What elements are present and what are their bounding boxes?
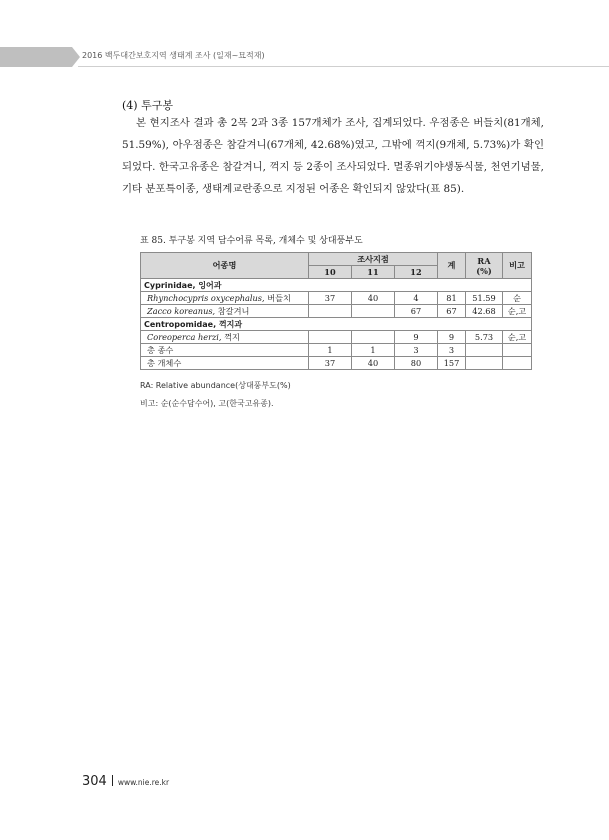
remark [503, 357, 532, 370]
total-count: 67 [438, 305, 466, 318]
korean-name: 버들치 [264, 292, 291, 303]
site-10-count: 1 [309, 344, 352, 357]
site-10-count: 37 [309, 292, 352, 305]
family-name: Cyprinidae, 잉어과 [141, 279, 532, 292]
total-count: 81 [438, 292, 466, 305]
site-12-count: 3 [395, 344, 438, 357]
relative-abundance: 42.68 [466, 305, 503, 318]
relative-abundance: 51.59 [466, 292, 503, 305]
header-site-12: 12 [395, 266, 438, 279]
table-row [141, 305, 532, 318]
header-ra [466, 253, 503, 279]
footer-divider [112, 775, 113, 786]
family-name: Centropomidae, 꺽지과 [141, 318, 532, 331]
korean-name: 참갈겨니 [215, 305, 250, 316]
species-name [141, 292, 309, 305]
fish-table [140, 252, 532, 370]
site-12-count: 4 [395, 292, 438, 305]
header-ra-top: RA [477, 255, 491, 266]
header-species: 어종명 [141, 253, 309, 279]
summary-label: 총 개체수 [141, 357, 309, 370]
relative-abundance [466, 357, 503, 370]
site-11-count [352, 331, 395, 344]
remark: 순,고 [503, 331, 532, 344]
total-count: 157 [438, 357, 466, 370]
family-row [141, 318, 532, 331]
summary-row [141, 344, 532, 357]
page-number: 304 [82, 774, 107, 789]
header-band [0, 47, 72, 67]
header-remarks: 비고 [503, 253, 532, 279]
body-paragraph: 본 현지조사 결과 총 2목 2과 3종 157개체가 조사, 집계되었다. 우점종은 버들치(81개체, 51.59%), 아우점종은 참갈겨니(67개체, 42.68%)였고, 그밖에 꺽지(9개체, 5.73%)가 확인되었다. 한국고유종은 참갈겨니, 꺽지 등 2종이 조사되었다. 멸종위기야생동식물, 천연기념물, 기타 분포특이종, 생태계교란종으로 지정된 어종은 확인되지 않았다(표 85). [122, 117, 544, 195]
running-title: 2016 백두대간보호지역 생태계 조사 (일재~묘적재) [82, 51, 265, 60]
scientific-name: Coreoperca herzi, [147, 331, 222, 342]
scientific-name: Rhynchocypris oxycephalus, [147, 292, 265, 303]
running-header [0, 47, 609, 67]
remark: 순,고 [503, 305, 532, 318]
species-name [141, 305, 309, 318]
site-12-count: 80 [395, 357, 438, 370]
site-12-count: 67 [395, 305, 438, 318]
remark: 순 [503, 292, 532, 305]
species-name [141, 331, 309, 344]
site-12-count: 9 [395, 331, 438, 344]
table-note-ra: RA: Relative abundance(상대풍부도(%) [140, 381, 291, 390]
korean-name: 꺽지 [221, 331, 240, 342]
table-note-remarks: 비고: 순(순수담수어), 고(한국고유종). [140, 399, 274, 408]
site-10-count [309, 331, 352, 344]
site-10-count: 37 [309, 357, 352, 370]
site-11-count: 40 [352, 357, 395, 370]
site-11-count: 1 [352, 344, 395, 357]
header-total: 계 [438, 253, 466, 279]
table-row [141, 292, 532, 305]
header-chevron [72, 47, 80, 67]
scientific-name: Zacco koreanus, [147, 305, 216, 316]
site-10-count [309, 305, 352, 318]
site-11-count [352, 305, 395, 318]
table-caption: 표 85. 투구봉 지역 담수어류 목록, 개체수 및 상대풍부도 [140, 236, 363, 246]
summary-row [141, 357, 532, 370]
section-title: (4) 투구봉 [122, 99, 173, 112]
header-sites: 조사지점 [309, 253, 438, 266]
site-11-count: 40 [352, 292, 395, 305]
relative-abundance: 5.73 [466, 331, 503, 344]
header-rule [78, 66, 609, 67]
page-footer [82, 770, 169, 789]
header-site-11: 11 [352, 266, 395, 279]
header-site-10: 10 [309, 266, 352, 279]
remark [503, 344, 532, 357]
total-count: 9 [438, 331, 466, 344]
summary-label: 총 종수 [141, 344, 309, 357]
total-count: 3 [438, 344, 466, 357]
relative-abundance [466, 344, 503, 357]
footer-url: www.nie.re.kr [117, 778, 170, 787]
family-row [141, 279, 532, 292]
table-row [141, 331, 532, 344]
header-ra-bottom: (%) [476, 265, 492, 276]
